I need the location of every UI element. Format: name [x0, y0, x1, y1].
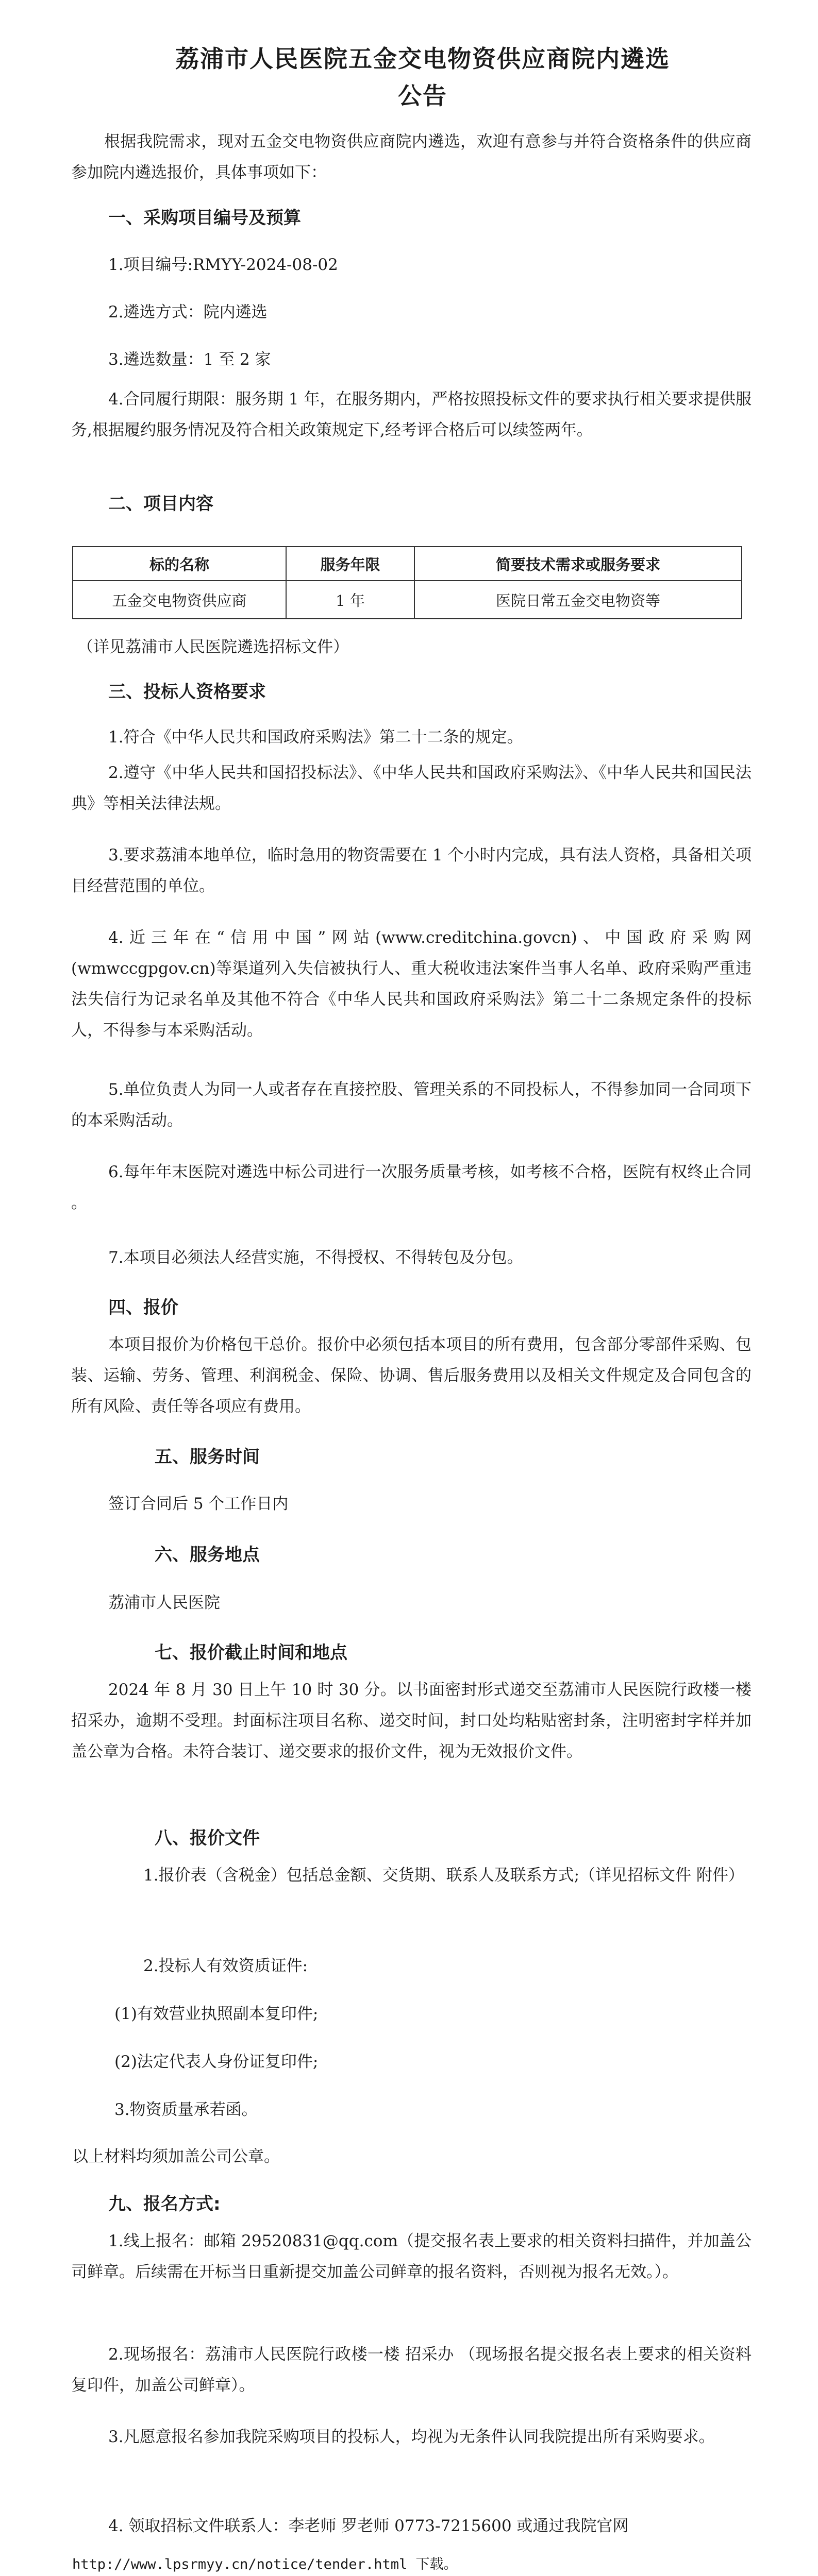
table-cell: 医院日常五金交电物资等: [414, 581, 742, 619]
document-title-line2: 公告: [398, 82, 447, 110]
deadline-text: 2024 年 8 月 30 日上午 10 时 30 分。以书面密封形式递交至荔浦市人民医院行政楼一楼招采办，逾期不受理。封面标注项目名称、递交时间，封口处均粘贴密封条，注明密封字样并加盖公章为合格。未符合装订、递交要求的报价文件，视为无效报价文件。: [71, 1681, 752, 1761]
service-time-text: 签订合同后 5 个工作日内: [108, 1495, 289, 1513]
quotation-text: 本项目报价为价格包干总价。报价中必须包括本项目的所有费用，包含部分零部件采购、包装、运输、劳务、管理、利润税金、保险、协调、售后服务费用以及相关文件规定及合同包含的所有风险、责任等各项应有费用。: [71, 1335, 752, 1416]
intro-paragraph: 根据我院需求，现对五金交电物资供应商院内遴选，欢迎有意参与并符合资格条件的供应商参加院内遴选报价，具体事项如下：: [71, 132, 752, 182]
section-8-heading: 八、报价文件: [155, 1828, 260, 1849]
quotation-file-item-1: 1.报价表（含税金）包括总金额、交货期、联系人及联系方式;（详见招标文件 附件）: [143, 1866, 744, 1885]
service-location-text: 荔浦市人民医院: [108, 1594, 220, 1612]
project-number: 1.项目编号:RMYY-2024-08-02: [108, 256, 338, 274]
table-header-row: [73, 547, 742, 581]
tender-download-link[interactable]: http://www.lpsrmyy.cn/notice/tender.html 下载。: [72, 2556, 458, 2572]
qualification-item-7: 7.本项目必须法人经营实施，不得授权、不得转包及分包。: [108, 1248, 523, 1267]
quotation-file-item-3: 3.物资质量承若函。: [114, 2100, 258, 2119]
qualification-item-3: 3.要求荔浦本地单位，临时急用的物资需要在 1 个小时内完成，具有法人资格，具备相关项目经营范围的单位。: [71, 846, 752, 895]
section-9-heading: 九、报名方式:: [108, 2194, 221, 2214]
quotation-file-item-2a: (1)有效营业执照副本复印件;: [114, 2005, 319, 2023]
registration-online: 1.线上报名：邮箱 29520831@qq.com（提交报名表上要求的相关资料扫描件，并加盖公司鲜章。后续需在开标当日重新提交加盖公司鲜章的报名资料，否则视为报名无效。）。: [71, 2232, 752, 2281]
qualification-item-5: 5.单位负责人为同一人或者存在直接控股、管理关系的不同投标人，不得参加同一合同项下的本采购活动。: [71, 1080, 752, 1130]
table-cell: 五金交电物资供应商: [73, 581, 286, 619]
section-3-heading: 三、投标人资格要求: [108, 682, 266, 702]
qualification-item-2: 2.遵守《中华人民共和国招投标法》、《中华人民共和国政府采购法》、《中华人民共和国民法典》等相关法律法规。: [71, 764, 752, 813]
section-4-heading: 四、报价: [108, 1297, 178, 1318]
quotation-file-note: 以上材料均须加盖公司公章。: [72, 2147, 280, 2166]
section-6-heading: 六、服务地点: [155, 1545, 260, 1565]
table-row: [73, 581, 742, 619]
table-header: 服务年限: [286, 547, 414, 581]
project-content-table: [72, 546, 742, 619]
section-2-heading: 二、项目内容: [108, 494, 213, 514]
selection-quantity: 3.遴选数量：1 至 2 家: [108, 350, 271, 369]
quotation-file-item-2b: (2)法定代表人身份证复印件;: [114, 2053, 319, 2071]
section-1-heading: 一、采购项目编号及预算: [108, 208, 301, 228]
registration-consent: 3.凡愿意报名参加我院采购项目的投标人，均视为无条件认同我院提出所有采购要求。: [108, 2428, 715, 2446]
qualification-item-6: 6.每年年末医院对遴选中标公司进行一次服务质量考核，如考核不合格，医院有权终止合同 。: [71, 1163, 752, 1212]
section-5-heading: 五、服务时间: [155, 1447, 260, 1467]
registration-onsite: 2.现场报名：荔浦市人民医院行政楼一楼 招采办 （现场报名提交报名表上要求的相关资料复印件，加盖公司鲜章）。: [71, 2345, 752, 2395]
selection-method: 2.遴选方式：院内遴选: [108, 303, 268, 321]
table-note: （详见荔浦市人民医院遴选招标文件）: [77, 638, 349, 656]
contract-term: 4.合同履行期限：服务期 1 年，在服务期内，严格按照投标文件的要求执行相关要求提供服务,根据履约服务情况及符合相关政策规定下,经考评合格后可以续签两年。: [71, 390, 752, 439]
table-header: 简要技术需求或服务要求: [414, 547, 742, 581]
qualification-item-4: 4.近三年在“信用中国”网站(www.creditchina.govcn)、中国政府采购网(wmwccgpgov.cn)等渠道列入失信被执行人、重大税收违法案件当事人名单、政府采购严重违法失信行为记录名单及其他不符合《中华人民共和国政府采购法》第二十二条规定条件的投标人，不得参与本采购活动。: [71, 928, 752, 1040]
qualification-item-1: 1.符合《中华人民共和国政府采购法》第二十二条的规定。: [108, 728, 523, 747]
table-header: 标的名称: [73, 547, 286, 581]
section-7-heading: 七、报价截止时间和地点: [155, 1642, 347, 1663]
document-title-line1: 荔浦市人民医院五金交电物资供应商院内遴选: [175, 45, 670, 73]
registration-contact: 4. 领取招标文件联系人：李老师 罗老师 0773-7215600 或通过我院官网: [108, 2517, 629, 2535]
quotation-file-item-2: 2.投标人有效资质证件:: [143, 1957, 308, 1975]
table-cell: 1 年: [286, 581, 414, 619]
